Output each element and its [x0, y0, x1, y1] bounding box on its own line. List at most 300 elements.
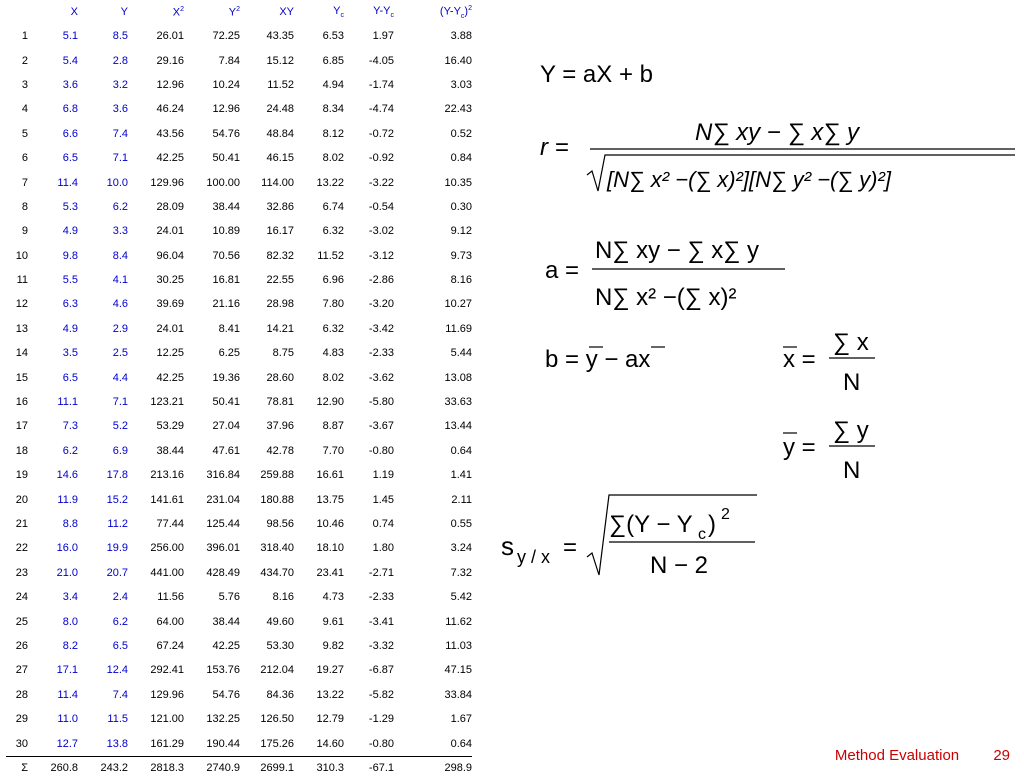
table-cell: 4.94	[322, 78, 344, 91]
table-cell: -1.29	[368, 713, 394, 726]
svg-text:N∑ xy − ∑ x∑ y: N∑ xy − ∑ x∑ y	[695, 119, 860, 146]
table-cell: 6.74	[322, 200, 344, 213]
svg-text:b = y − ax: b = y − ax	[545, 346, 651, 373]
table-cell: 11.4	[57, 688, 78, 701]
table-cell: 7.70	[322, 444, 344, 457]
table-cell: 11.9	[57, 493, 78, 506]
table-cell: 50.41	[212, 396, 240, 409]
table-cell: 26.01	[156, 30, 184, 43]
table-cell: 23	[15, 566, 28, 579]
table-cell: 28.98	[266, 298, 294, 311]
table-row	[6, 170, 472, 194]
table-row	[6, 219, 472, 243]
table-cell: -5.80	[368, 396, 394, 409]
svg-text:=: =	[563, 534, 578, 561]
table-cell: 2.5	[112, 347, 128, 360]
table-cell: 21.16	[212, 298, 240, 311]
table-cell: -2.71	[368, 566, 394, 579]
table-cell: 16.0	[56, 542, 78, 555]
table-cell: 17.8	[106, 469, 128, 482]
table-cell: 19	[15, 469, 28, 482]
table-row	[6, 731, 472, 756]
svg-text:2: 2	[721, 506, 730, 523]
table-cell: 67.24	[156, 639, 184, 652]
table-cell: 18	[15, 444, 28, 457]
table-cell: 9.61	[322, 615, 344, 628]
table-row	[6, 561, 472, 585]
table-cell: 153.76	[206, 664, 240, 677]
table-cell: 11.03	[445, 639, 472, 652]
svg-text:N: N	[843, 369, 861, 396]
table-row	[6, 536, 472, 560]
table-cell: 318.40	[260, 542, 294, 555]
table-cell: 292.41	[150, 664, 184, 677]
table-cell: 10.35	[444, 176, 472, 189]
table-cell: 8.2	[62, 639, 78, 652]
table-cell: 14	[15, 347, 28, 360]
table-cell: -3.62	[368, 371, 394, 384]
formula-a	[545, 237, 785, 311]
table-cell: 23.41	[316, 566, 344, 579]
formula-xbar	[783, 329, 875, 396]
table-cell: -0.54	[368, 200, 394, 213]
table-cell: 5.2	[112, 420, 128, 433]
svg-text:N: N	[843, 457, 861, 484]
sum-row	[6, 756, 472, 779]
table-cell: 212.04	[260, 664, 294, 677]
table-row	[6, 146, 472, 170]
table-cell: 161.29	[150, 737, 184, 750]
table-cell: 3.88	[450, 30, 472, 43]
table-cell: 10.24	[212, 78, 240, 91]
table-row	[6, 683, 472, 707]
table-cell: -0.80	[368, 444, 394, 457]
table-cell: 13	[15, 322, 28, 335]
table-cell: 12.90	[316, 396, 344, 409]
table-cell: 11.4	[57, 176, 78, 189]
table-cell: 6.85	[322, 54, 344, 67]
table-cell: 78.81	[266, 396, 294, 409]
table-cell: 11.52	[267, 78, 294, 91]
table-cell: 0.84	[450, 152, 472, 165]
table-cell: -5.82	[368, 688, 394, 701]
table-cell: 5.3	[62, 200, 78, 213]
table-cell: 125.44	[206, 518, 240, 530]
table-cell: 20.7	[106, 566, 128, 579]
table-cell: 19.9	[106, 542, 128, 555]
table-cell: 8.75	[272, 347, 294, 360]
table-cell: 16.40	[444, 54, 472, 67]
table-cell: 11.56	[157, 591, 184, 604]
table-cell: 231.04	[206, 493, 240, 506]
table-cell: 42.25	[156, 152, 184, 165]
table-cell: 4.9	[62, 322, 78, 335]
table-cell: 12.7	[56, 737, 78, 750]
table-cell: 13.44	[444, 420, 472, 433]
table-cell: 38.44	[212, 615, 240, 628]
table-cell: 9.73	[450, 249, 472, 262]
table-cell: 11	[16, 274, 28, 287]
table-cell: 13.75	[316, 493, 344, 506]
table-cell: 15	[15, 371, 28, 384]
table-cell: 13.08	[444, 371, 472, 384]
table-cell: 16.81	[212, 274, 240, 287]
table-cell: 9.8	[62, 249, 78, 262]
table-cell: 77.44	[156, 518, 184, 530]
table-cell: 8.41	[218, 322, 240, 335]
table-cell: 8.12	[322, 127, 344, 140]
table-cell: 8.8	[62, 518, 78, 530]
table-row	[6, 195, 472, 219]
table-cell: 1.41	[450, 469, 472, 482]
table-cell: 33.63	[444, 396, 472, 409]
table-cell: 11.52	[317, 249, 344, 262]
table-row	[6, 390, 472, 414]
table-cell: 4.1	[112, 274, 128, 287]
page-number: 29	[993, 747, 1010, 764]
table-cell: 7.32	[450, 566, 472, 579]
table-cell: 16.61	[316, 469, 344, 482]
table-cell: 53.29	[156, 420, 184, 433]
table-cell: 0.64	[450, 444, 472, 457]
table-row	[6, 634, 472, 658]
table-cell: 42.78	[266, 444, 294, 457]
table-cell: 11.69	[445, 322, 472, 335]
table-cell: 27	[15, 664, 28, 677]
table-cell: 1.45	[372, 493, 394, 506]
formula-r	[540, 119, 1015, 192]
table-cell: 14.21	[266, 322, 294, 335]
table-cell: 12.25	[156, 347, 184, 360]
table-cell: 10.89	[212, 225, 240, 238]
table-cell: -3.12	[368, 249, 394, 262]
table-cell: 43.56	[156, 127, 184, 140]
table-cell: 3.2	[112, 78, 128, 91]
table-cell: 72.25	[212, 30, 240, 43]
table-cell: 8.5	[112, 30, 128, 43]
table-cell: 33.84	[444, 688, 472, 701]
table-cell: 14.6	[56, 469, 78, 482]
table-cell: 82.32	[266, 249, 294, 262]
table-cell: 6.2	[112, 615, 128, 628]
table-cell: 6.96	[322, 274, 344, 287]
table-cell: -0.80	[368, 737, 394, 750]
table-cell: 54.76	[212, 127, 240, 140]
table-row	[6, 48, 472, 72]
table-row	[6, 97, 472, 121]
table-cell: -3.41	[368, 615, 394, 628]
table-cell: 1.97	[372, 30, 394, 43]
table-header-row	[6, 0, 472, 24]
table-cell: 3.6	[112, 103, 128, 116]
table-cell: 64.00	[156, 615, 184, 628]
table-cell: -3.67	[368, 420, 394, 433]
table-cell: 132.25	[206, 713, 240, 726]
table-cell: 2.9	[112, 322, 128, 335]
table-cell: 5.4	[62, 54, 78, 67]
table-cell: 30	[15, 737, 28, 750]
formula-syx	[501, 495, 757, 579]
table-row	[6, 414, 472, 438]
table-cell: 26	[15, 639, 28, 652]
table-cell: 16	[15, 396, 28, 409]
data-table	[6, 0, 472, 779]
table-cell: 316.84	[206, 469, 240, 482]
table-cell: 175.26	[260, 737, 294, 750]
table-cell: 10.27	[444, 298, 472, 311]
header-index	[6, 0, 28, 24]
table-row	[6, 73, 472, 97]
table-cell: 70.56	[212, 249, 240, 262]
table-cell: 6.2	[112, 200, 128, 213]
formula-regression: Y = aX + b	[540, 61, 653, 88]
table-cell: 13.8	[106, 737, 128, 750]
svg-text:N − 2: N − 2	[650, 552, 709, 579]
table-cell: 24.01	[156, 225, 184, 238]
table-cell: -2.33	[368, 591, 394, 604]
table-cell: 49.60	[266, 615, 294, 628]
table-cell: 37.96	[266, 420, 294, 433]
table-cell: 20	[15, 493, 28, 506]
table-cell: 259.88	[260, 469, 294, 482]
table-cell: 28	[15, 688, 28, 701]
table-cell: -0.72	[368, 127, 394, 140]
table-cell: 43.35	[266, 30, 294, 43]
table-cell: -2.33	[368, 347, 394, 360]
table-row	[6, 268, 472, 292]
table-cell: 19.36	[212, 371, 240, 384]
table-cell: -2.86	[368, 274, 394, 287]
table-cell: 6.5	[62, 371, 78, 384]
table-cell: 2.11	[451, 493, 472, 506]
table-cell: 25	[15, 615, 28, 628]
table-body	[6, 24, 472, 779]
table-cell: 98.56	[266, 518, 294, 530]
table-cell: 213.16	[150, 469, 184, 482]
table-cell: 28.60	[266, 371, 294, 384]
table-cell: 180.88	[260, 493, 294, 506]
table-cell: 12.4	[106, 664, 128, 677]
table-cell: 3.6	[62, 78, 78, 91]
svg-text:y =: y =	[783, 434, 816, 461]
table-cell: 13.22	[316, 176, 344, 189]
table-cell: 1.19	[372, 469, 394, 482]
table-cell: -6.87	[368, 664, 394, 677]
table-cell: 6.2	[62, 444, 78, 457]
table-cell: 6.5	[112, 639, 128, 652]
table-cell: 22	[15, 542, 28, 555]
table-cell: 6.9	[112, 444, 128, 457]
table-row	[6, 585, 472, 609]
table-cell: 9.12	[450, 225, 472, 238]
table-cell: 8	[21, 200, 28, 213]
table-cell: 5.44	[450, 347, 472, 360]
table-cell: 10.46	[316, 518, 344, 530]
table-cell: 17.1	[56, 664, 78, 677]
table-cell: 7.4	[112, 127, 128, 140]
table-cell: 256.00	[150, 542, 184, 555]
footer-title: Method Evaluation	[834, 747, 960, 764]
table-cell: 123.21	[150, 396, 184, 409]
table-cell: 7	[21, 176, 28, 189]
table-cell: 396.01	[206, 542, 240, 555]
table-cell: 0.52	[450, 127, 472, 140]
table-cell: 24.01	[156, 322, 184, 335]
table-cell: 6.3	[62, 298, 78, 311]
table-cell: 3.24	[450, 542, 472, 555]
formula-ybar	[783, 417, 875, 484]
table-row	[6, 658, 472, 682]
table-cell: 121.00	[150, 713, 184, 726]
table-cell: 24	[15, 591, 28, 604]
table-cell: 7.3	[62, 420, 78, 433]
table-cell: 15.12	[266, 54, 294, 67]
table-row	[6, 439, 472, 463]
table-cell: 6.8	[62, 103, 78, 116]
table-row	[6, 24, 472, 48]
table-cell: 129.96	[150, 176, 184, 189]
table-cell: 6.32	[322, 322, 344, 335]
table-cell: 0.55	[450, 518, 472, 530]
table-cell: -0.92	[368, 152, 394, 165]
table-cell: 7.80	[322, 298, 344, 311]
svg-text:x =: x =	[783, 346, 816, 373]
table-cell: 13.22	[316, 688, 344, 701]
table-cell: 100.00	[206, 176, 240, 189]
table-cell: 11.1	[57, 396, 78, 409]
table-cell: 21	[15, 518, 28, 530]
table-row	[6, 292, 472, 316]
svg-text:∑ y: ∑ y	[833, 417, 869, 444]
table-cell: 8.0	[62, 615, 78, 628]
svg-text:r =: r =	[540, 134, 569, 161]
table-cell: 12.79	[316, 713, 344, 726]
table-cell: 190.44	[206, 737, 240, 750]
table-cell: -3.42	[368, 322, 394, 335]
table-cell: 18.10	[316, 542, 344, 555]
sum-cell: 310.3	[294, 756, 344, 779]
header-yc: $Y_c$	[333, 4, 344, 20]
table-cell: 10	[15, 249, 28, 262]
table-cell: 7.4	[112, 688, 128, 701]
table-cell: 3.3	[112, 225, 128, 238]
table-cell: 1	[21, 30, 28, 43]
svg-text:N∑ xy − ∑ x∑ y: N∑ xy − ∑ x∑ y	[595, 237, 760, 264]
table-cell: 4.9	[62, 225, 78, 238]
svg-text:c: c	[698, 526, 706, 543]
table-cell: 5.76	[218, 591, 240, 604]
table-cell: 3.4	[62, 591, 78, 604]
table-cell: 3.5	[62, 347, 78, 360]
table-cell: 6.25	[218, 347, 240, 360]
table-cell: 3	[21, 78, 28, 91]
table-row	[6, 341, 472, 365]
header-y: Y	[120, 6, 128, 18]
table-cell: 9.82	[322, 639, 344, 652]
sum-cell: 260.8	[28, 756, 78, 779]
table-cell: 46.24	[156, 103, 184, 116]
table-cell: 4	[21, 103, 28, 116]
table-row	[6, 707, 472, 731]
sum-cell: 243.2	[78, 756, 128, 779]
sum-cell: 2740.9	[184, 756, 240, 779]
sum-cell: 2699.1	[240, 756, 294, 779]
table-cell: 48.84	[266, 127, 294, 140]
table-cell: 126.50	[260, 713, 294, 726]
table-cell: 30.25	[156, 274, 184, 287]
header-y-minus-yc: $Y-Y_c$	[373, 4, 394, 20]
header-xy: XY	[279, 6, 294, 18]
table-cell: 3.03	[450, 78, 472, 91]
table-cell: 8.02	[322, 371, 344, 384]
table-cell: -4.05	[368, 54, 394, 67]
table-row	[6, 365, 472, 389]
table-cell: 441.00	[150, 566, 184, 579]
table-cell: 4.83	[322, 347, 344, 360]
svg-text:N∑ x² −(∑ x)²: N∑ x² −(∑ x)²	[595, 284, 737, 311]
table-cell: 5	[21, 127, 28, 140]
table-cell: 28.09	[156, 200, 184, 213]
table-cell: 22.55	[266, 274, 294, 287]
table-cell: 16.17	[266, 225, 294, 238]
table-cell: 12	[15, 298, 28, 311]
table-cell: 2.8	[112, 54, 128, 67]
table-cell: 29.16	[156, 54, 184, 67]
table-cell: -3.20	[368, 298, 394, 311]
table-cell: 11.2	[107, 518, 128, 530]
svg-text:s: s	[501, 531, 514, 561]
table-cell: 21.0	[56, 566, 78, 579]
table-cell: 27.04	[212, 420, 240, 433]
table-cell: 6.53	[322, 30, 344, 43]
svg-text:y / x: y / x	[517, 547, 551, 567]
table-cell: 42.25	[212, 639, 240, 652]
table-cell: 39.69	[156, 298, 184, 311]
table-cell: -1.74	[368, 78, 394, 91]
table-cell: 0.30	[450, 200, 472, 213]
table-cell: 12.96	[156, 78, 184, 91]
table-cell: 4.73	[322, 591, 344, 604]
table-cell: 129.96	[150, 688, 184, 701]
table-cell: 2	[21, 54, 28, 67]
table-cell: 19.27	[316, 664, 344, 677]
table-cell: 29	[15, 713, 28, 726]
table-row	[6, 609, 472, 633]
table-cell: 141.61	[150, 493, 184, 506]
table-row	[6, 317, 472, 341]
table-cell: 428.49	[206, 566, 240, 579]
header-x: X	[70, 6, 78, 18]
table-cell: 1.67	[450, 713, 472, 726]
table-row	[6, 122, 472, 146]
table-cell: 114.00	[261, 176, 294, 189]
table-cell: 6.6	[62, 127, 78, 140]
slide-footer	[805, 747, 1010, 764]
table-cell: 11.0	[57, 713, 78, 726]
table-cell: 6	[21, 152, 28, 165]
formula-b	[545, 346, 665, 373]
table-cell: 5.1	[62, 30, 78, 43]
table-cell: 7.1	[112, 152, 128, 165]
table-row	[6, 244, 472, 268]
table-cell: 8.16	[272, 591, 294, 604]
table-cell: 38.44	[212, 200, 240, 213]
sum-cell: 2818.3	[128, 756, 184, 779]
table-cell: 7.1	[112, 396, 128, 409]
table-cell: 17	[15, 420, 28, 433]
table-cell: 50.41	[212, 152, 240, 165]
table-cell: 54.76	[212, 688, 240, 701]
